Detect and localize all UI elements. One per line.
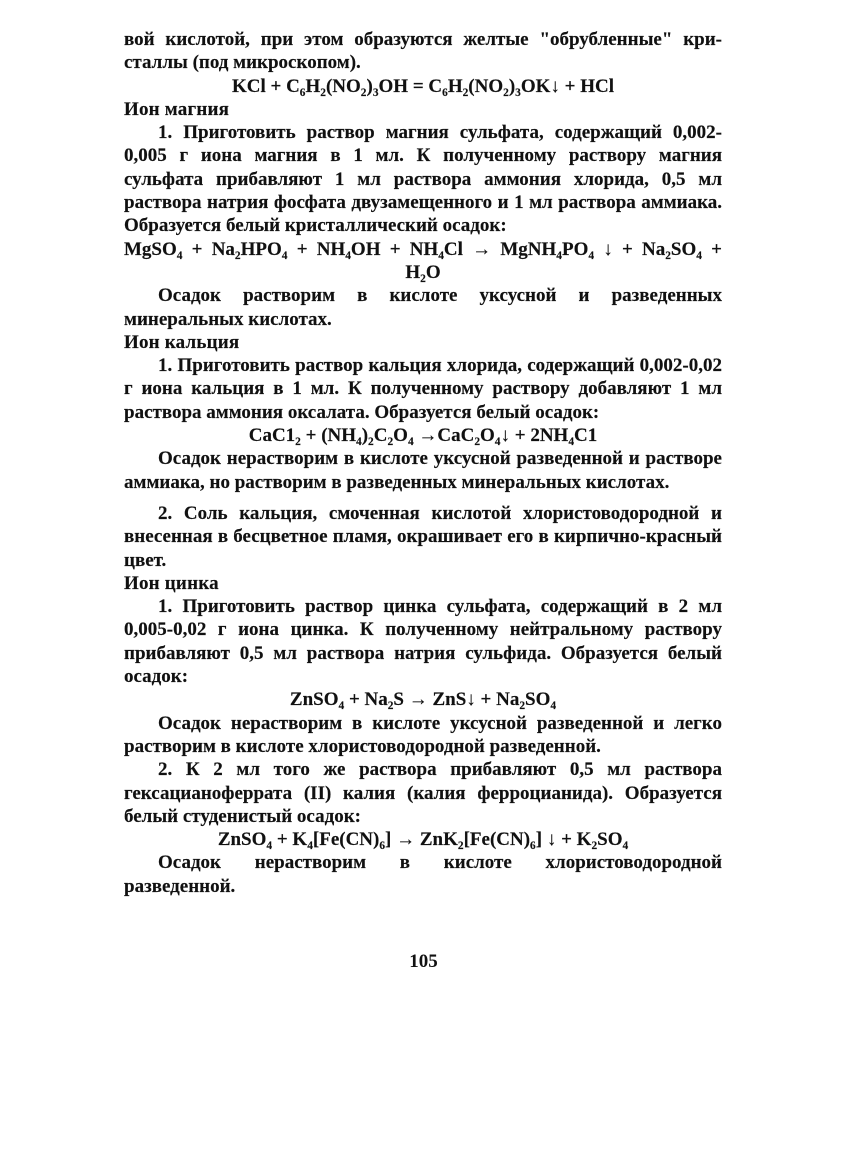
- equation-magnesium-line-2: H₂O: [405, 261, 441, 283]
- heading-calcium-ion: Ион кальция: [124, 331, 240, 353]
- heading-zinc-ion: Ион цинка: [124, 572, 219, 594]
- zinc-paragraph-2: Осадок нерастворим в кислоте уксусной разведенной и легко растворим в кислоте хлористоводородной разведенной.: [124, 712, 722, 757]
- text-line: вой кислотой, при этом образуются желтые "обрубленные" кри-: [124, 29, 722, 50]
- equation-zinc-ferrocyanide: ZnSO₄ + K₄[Fe(CN)₆] → ZnK₂[Fe(CN)₆] ↓ + K₂SO₄: [217, 829, 629, 851]
- heading-magnesium-ion: Ион магния: [124, 98, 230, 120]
- zinc-paragraph-4: Осадок нерастворим в кислоте хлористоводородной разведенной.: [124, 852, 722, 897]
- text-line: сталлы (под микроскопом).: [124, 52, 361, 74]
- page-number: 105: [409, 951, 438, 972]
- page-body: [124, 28, 722, 898]
- calcium-paragraph-3: 2. Соль кальция, смоченная кислотой хлористоводородной и внесенная в бесцветное пламя, окрашивает его в кирпично-красный цвет.: [124, 502, 722, 571]
- calcium-paragraph-1: 1. Приготовить раствор кальция хлорида, содержащий 0,002-0,02 г иона кальция в 1 мл. К полученному раствору добавляют 1 мл раствора аммония оксалата. Образуется белый осадок:: [124, 355, 722, 423]
- calcium-paragraph-2: Осадок нерастворим в кислоте уксусной разведенной и растворе аммиака, но растворим в разведенных минеральных кислотах.: [124, 448, 722, 493]
- equation-calcium-oxalate: CaC1₂ + (NH₄)₂C₂O₄ →CaC₂O₄↓ + 2NH₄C1: [248, 425, 598, 447]
- equation-magnesium-line-1: MgSO₄ + Na₂HPO₄ + NH₄OH + NH₄Cl → MgNH₄PO₄ ↓ + Na₂SO₄ +: [124, 238, 722, 260]
- magnesium-paragraph-1: 1. Приготовить раствор магния сульфата, содержащий 0,002-0,005 г иона магния в 1 мл. К полученному раствору магния сульфата прибавляют 1 мл раствора аммония хлорида, 0,5 мл раствора натрия фосфата двузамещенного и 1 мл раствора аммиака. Образуется белый кристаллический осадок:: [124, 122, 722, 237]
- magnesium-paragraph-2: Осадок растворим в кислоте уксусной и разведенных минеральных кислотах.: [124, 285, 722, 330]
- equation-kcl-picrate: KCl + C₆H₂(NO₂)₃OH = C₆H₂(NO₂)₃OK↓ + HCl: [231, 75, 615, 97]
- zinc-paragraph-3: 2. К 2 мл того же раствора прибавляют 0,5 мл раствора гексацианоферрата (II) калия (калия ферроцианида). Образуется белый студенистый осадок:: [124, 759, 722, 827]
- zinc-paragraph-1: 1. Приготовить раствор цинка сульфата, содержащий в 2 мл 0,005-0,02 г иона цинка. К полученному нейтральному раствору прибавляют 0,5 мл раствора натрия сульфида. Образуется белый осадок:: [124, 596, 722, 688]
- equation-zinc-sulfide: ZnSO₄ + Na₂S → ZnS↓ + Na₂SO₄: [289, 689, 557, 711]
